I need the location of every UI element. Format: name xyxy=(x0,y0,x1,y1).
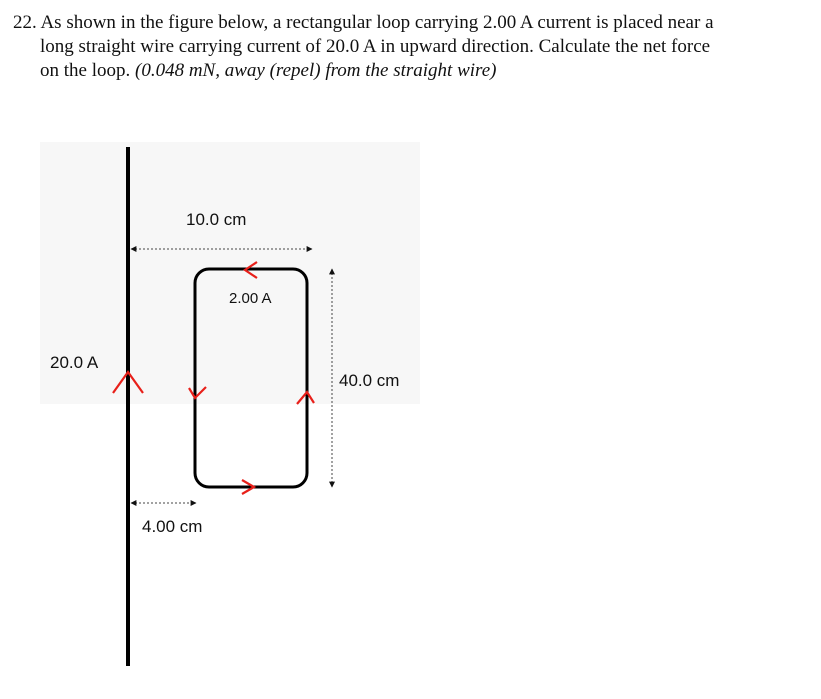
problem-number: 22. xyxy=(13,12,37,33)
problem-text-3: on the loop. xyxy=(40,60,131,81)
wire-loop-distance-label: 4.00 cm xyxy=(142,517,203,536)
loop-current-label: 2.00 A xyxy=(229,290,272,307)
answer-text: (0.048 mN, away (repel) from the straight wire) xyxy=(135,60,497,81)
problem-line-2: long straight wire carrying current of 20.0 A in upward direction. Calculate the net force xyxy=(40,36,711,57)
wire-current-label: 20.0 A xyxy=(50,353,99,372)
loop-height-label: 40.0 cm xyxy=(339,371,400,390)
problem-text-1: As shown in the figure below, a rectangular loop carrying 2.00 A current is placed near a xyxy=(40,12,714,33)
loop-width-label: 10.0 cm xyxy=(186,210,247,229)
